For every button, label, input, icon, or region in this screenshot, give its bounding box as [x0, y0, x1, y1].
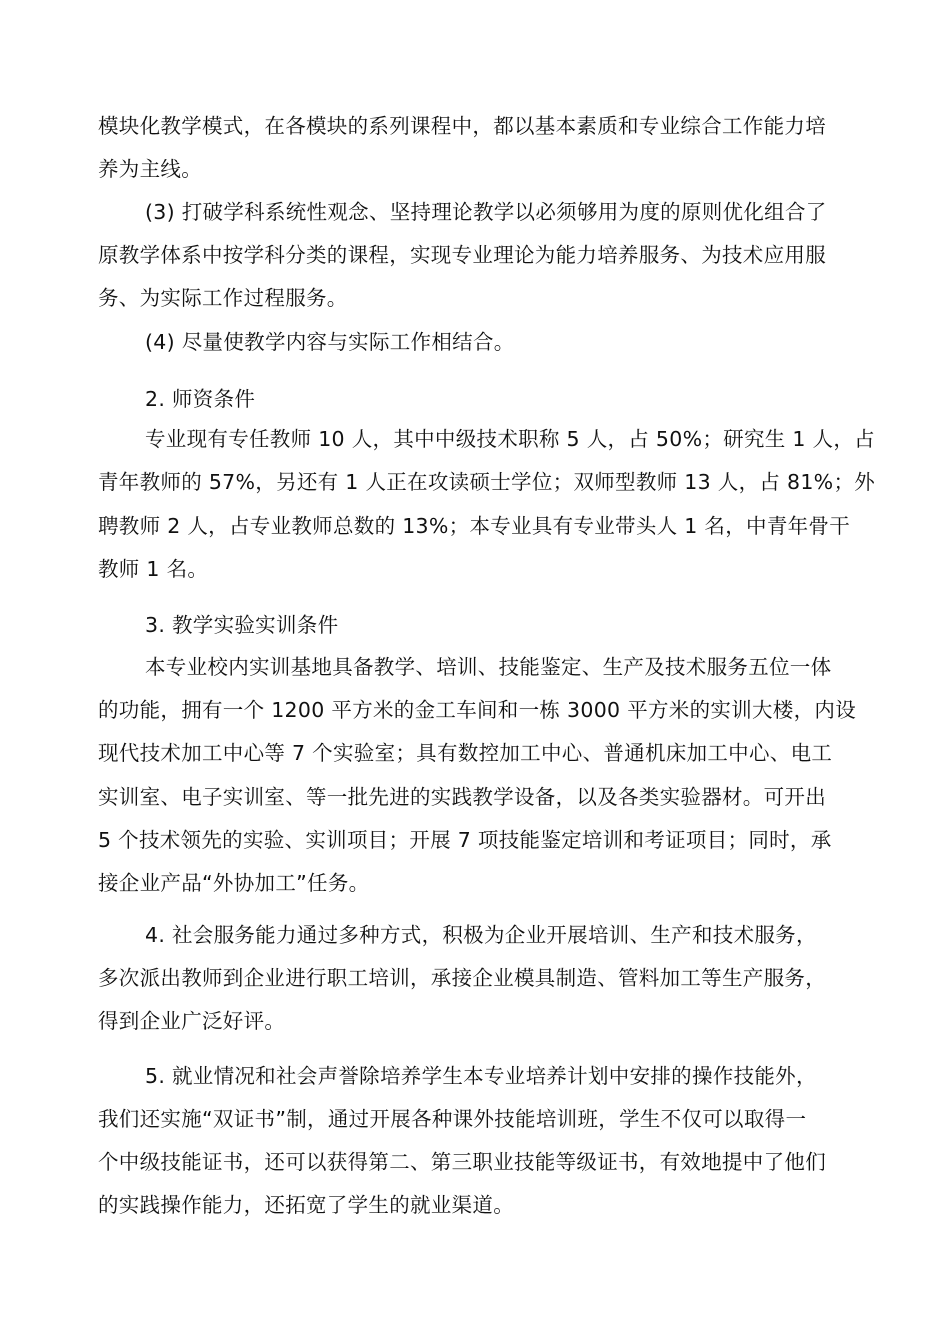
paragraph-line: 专业现有专任教师 10 人，其中中级技术职称 5 人，占 50%；研究生 1 人，占 [145, 427, 875, 451]
paragraph-line: 聘教师 2 人，占专业教师总数的 13%；本专业具有专业带头人 1 名，中青年骨干 [98, 514, 851, 538]
list-item-4-line: (4) 尽量使教学内容与实际工作相结合。 [145, 330, 515, 354]
paragraph-line: 的功能，拥有一个 1200 平方米的金工车间和一栋 3000 平方米的实训大楼，内设 [98, 698, 857, 722]
paragraph-line: 的实践操作能力，还拓宽了学生的就业渠道。 [98, 1193, 514, 1217]
paragraph-line: 教师 1 名。 [98, 557, 209, 581]
paragraph-line: 实训室、电子实训室、等一批先进的实践教学设备，以及各类实验器材。可开出 [98, 785, 826, 809]
paragraph-line: 模块化教学模式，在各模块的系列课程中，都以基本素质和专业综合工作能力培 [98, 114, 826, 138]
section-heading-3: 3. 教学实验实训条件 [145, 613, 339, 637]
list-item-3-line: 原教学体系中按学科分类的课程，实现专业理论为能力培养服务、为技术应用服 [98, 243, 826, 267]
paragraph-line: 得到企业广泛好评。 [98, 1009, 286, 1033]
list-item-3-line: 务、为实际工作过程服务。 [98, 286, 348, 310]
paragraph-line: 我们还实施“双证书”制，通过开展各种课外技能培训班，学生不仅可以取得一 [98, 1107, 807, 1131]
paragraph-line: 青年教师的 57%，另还有 1 人正在攻读硕士学位；双师型教师 13 人，占 81%；外 [98, 470, 876, 494]
paragraph-line: 多次派出教师到企业进行职工培训，承接企业模具制造、管料加工等生产服务， [98, 966, 826, 990]
paragraph-line: 养为主线。 [98, 157, 202, 181]
paragraph-line: 5 个技术领先的实验、实训项目；开展 7 项技能鉴定培训和考证项目；同时，承 [98, 828, 832, 852]
section-4-line: 4. 社会服务能力通过多种方式，积极为企业开展培训、生产和技术服务， [145, 923, 817, 947]
section-heading-2: 2. 师资条件 [145, 387, 256, 411]
paragraph-line: 本专业校内实训基地具备教学、培训、技能鉴定、生产及技术服务五位一体 [145, 655, 832, 679]
paragraph-line: 个中级技能证书，还可以获得第二、第三职业技能等级证书，有效地提中了他们 [98, 1150, 826, 1174]
paragraph-line: 接企业产品“外协加工”任务。 [98, 871, 370, 895]
list-item-3-line: (3) 打破学科系统性观念、坚持理论教学以必须够用为度的原则优化组合了 [145, 200, 827, 224]
section-5-line: 5. 就业情况和社会声誉除培养学生本专业培养计划中安排的操作技能外， [145, 1064, 817, 1088]
paragraph-line: 现代技术加工中心等 7 个实验室；具有数控加工中心、普通机床加工中心、电工 [98, 741, 833, 765]
